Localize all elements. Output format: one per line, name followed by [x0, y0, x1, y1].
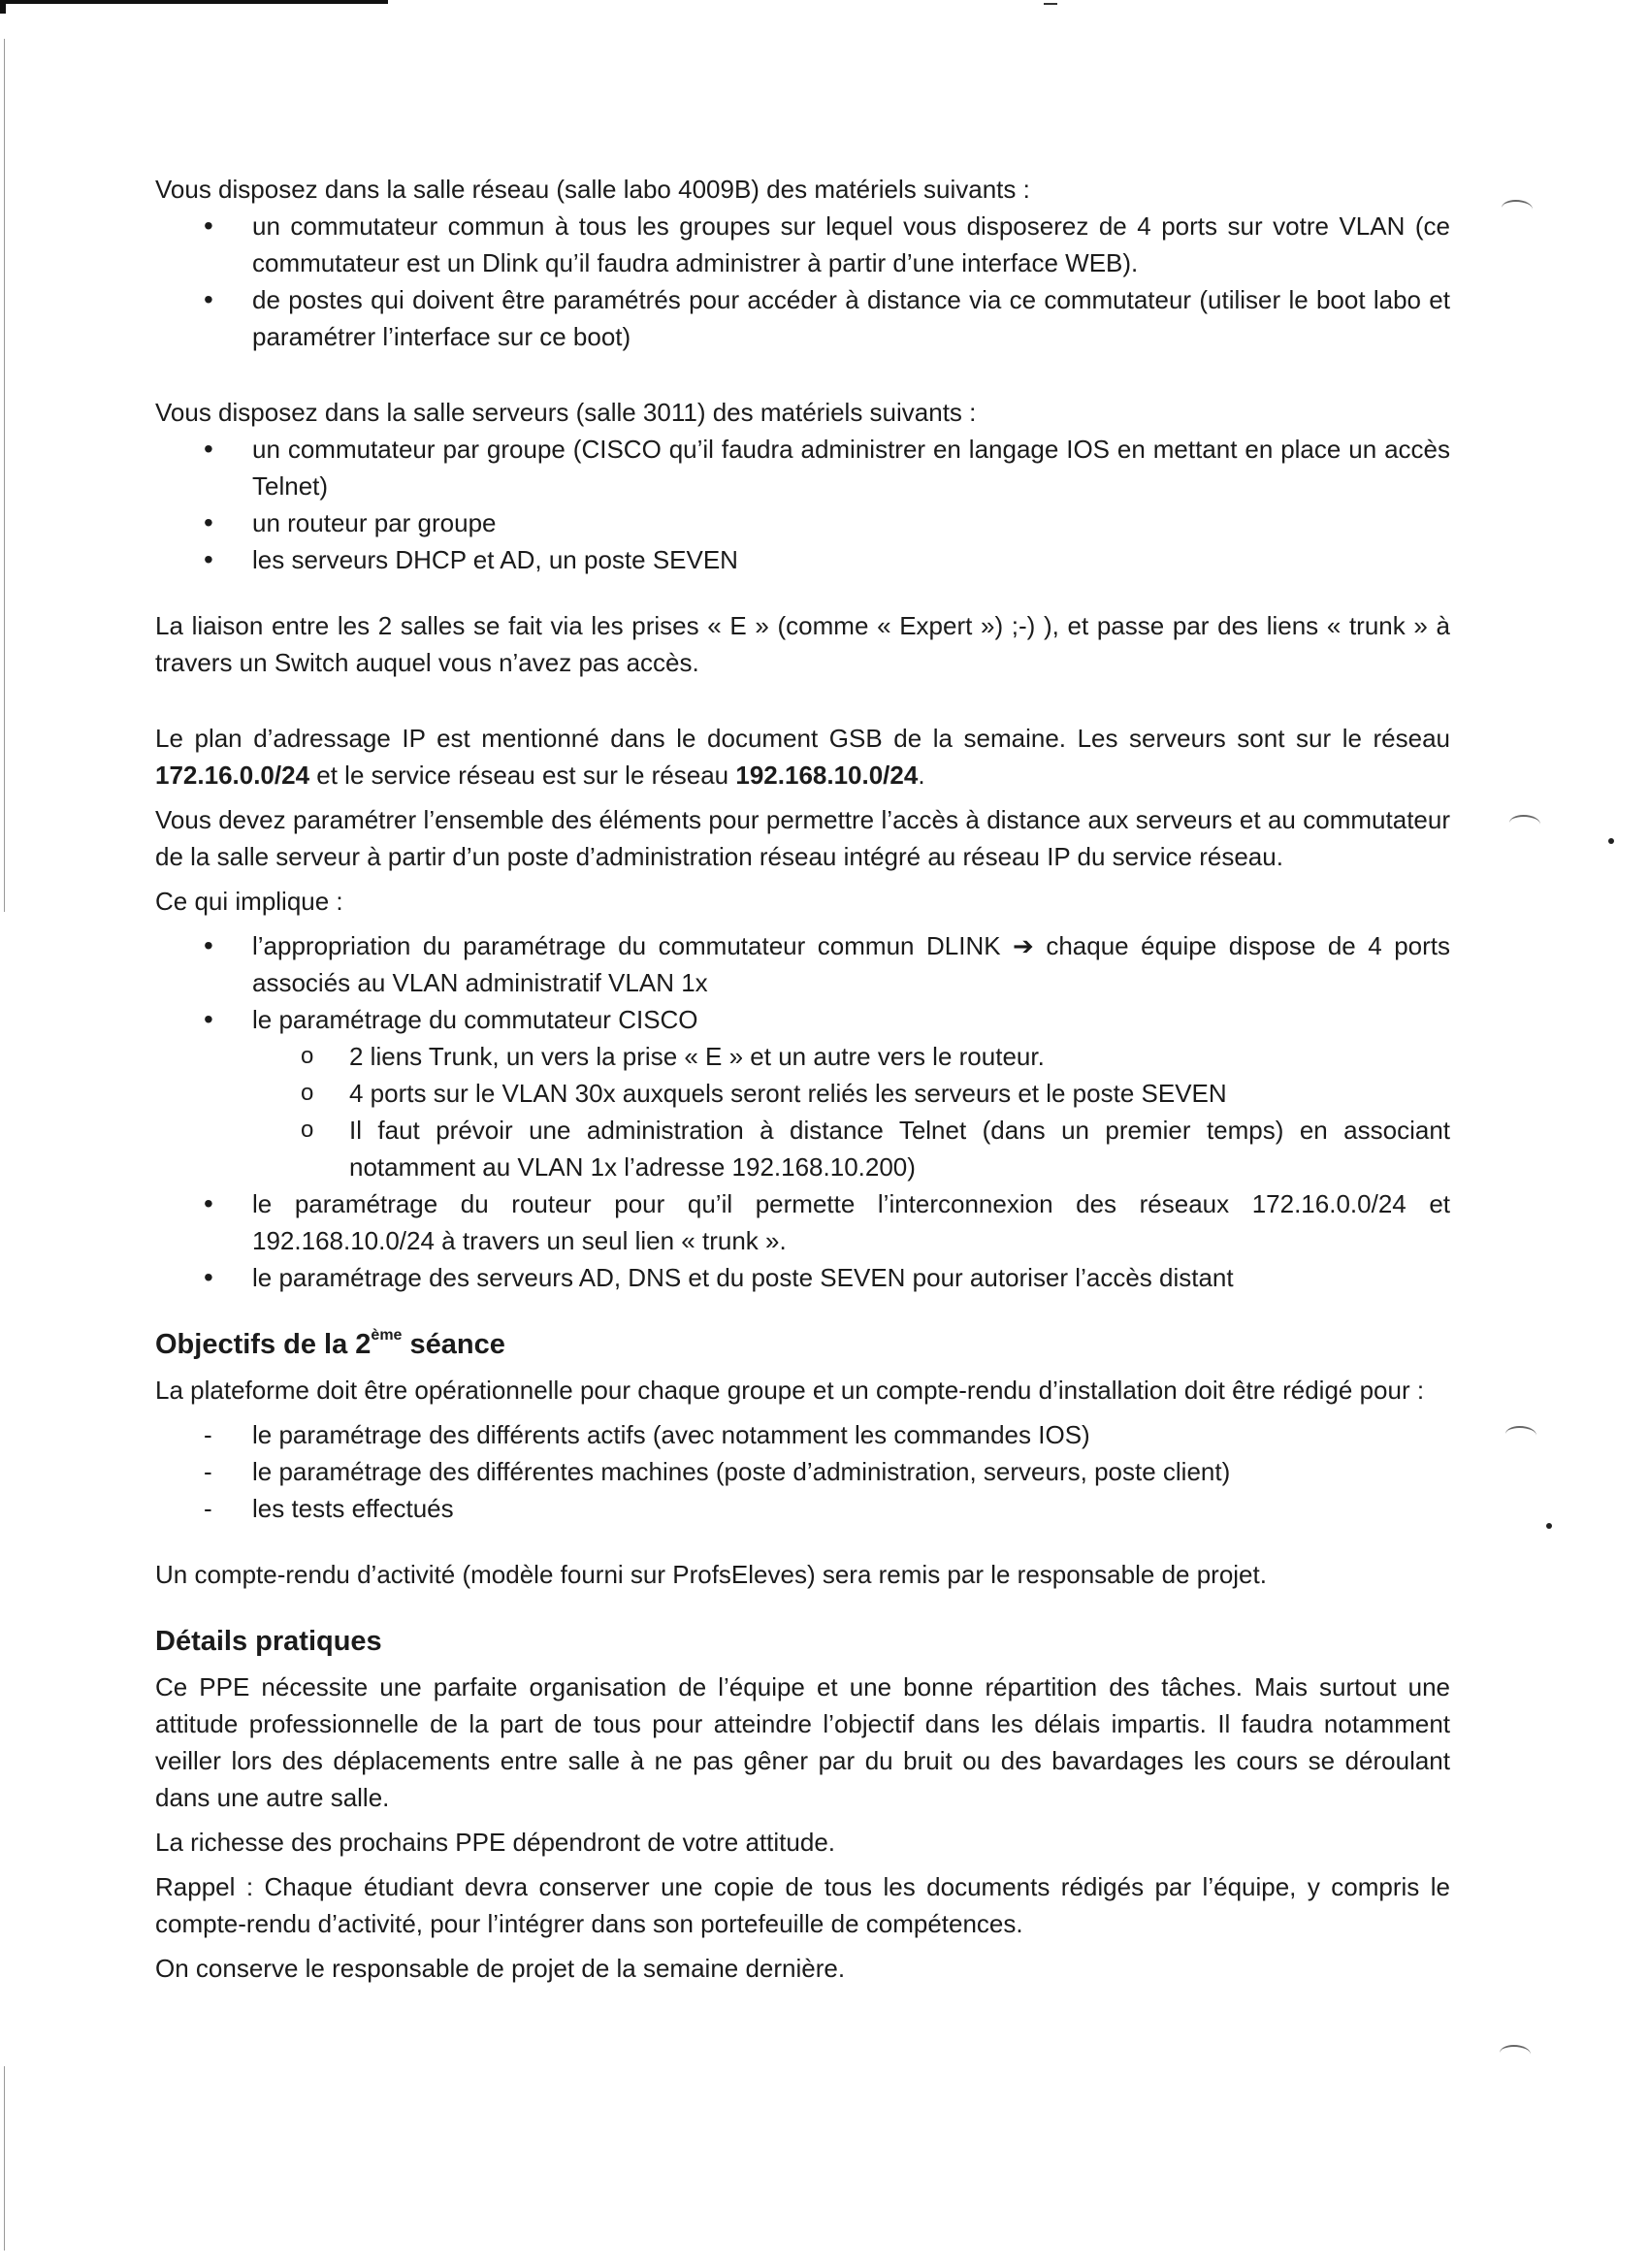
heading-text: Objectifs de la 2: [155, 1329, 372, 1360]
heading-superscript: ème: [371, 1327, 403, 1344]
section1-list: [155, 208, 1450, 355]
service-network: 192.168.10.0/24: [735, 761, 919, 790]
section1-intro: Vous disposez dans la salle réseau (salle labo 4009B) des matériels suivants :: [155, 175, 1030, 204]
details-paragraph: Ce PPE nécessite une parfaite organisation de l’équipe et une bonne répartition des tâches. Mais surtout une attitude professionnelle de la part de tous pour atteindre l’objectif dans les délais impartis. Il faudra notamment veiller lors des déplacements entre salle à ne pas gêner par du bruit ou des bavardages les cours se déroulant dans une autre salle.: [155, 1672, 1450, 1812]
implications-list: [155, 927, 1450, 1296]
margin-mark: [1509, 815, 1540, 832]
implique-label: Ce qui implique :: [155, 887, 343, 916]
scan-top-edge: [0, 0, 388, 4]
list-item: • de postes qui doivent être paramétrés pour accéder à distance via ce commutateur (utiliser le boot labo et paramétrer l’interface sur ce boot): [155, 281, 1450, 355]
objectifs-heading: [155, 1325, 1450, 1364]
sub-list-item: o 4 ports sur le VLAN 30x auxquels seront reliés les serveurs et le poste SEVEN: [155, 1075, 1450, 1112]
sub-list-item: o Il faut prévoir une administration à distance Telnet (dans un premier temps) en associant notamment au VLAN 1x l’adresse 192.168.10.200): [155, 1112, 1450, 1185]
section2-intro: Vous disposez dans la salle serveurs (salle 3011) des matériels suivants :: [155, 398, 977, 427]
list-item: - le paramétrage des différents actifs (avec notamment les commandes IOS): [155, 1416, 1450, 1453]
heading-text: séance: [402, 1329, 505, 1360]
margin-mark: [1500, 2045, 1531, 2062]
list-item: • un routeur par groupe: [155, 504, 1450, 541]
plan-text: .: [918, 761, 925, 790]
section2-list: [155, 431, 1450, 578]
list-item: - les tests effectués: [155, 1490, 1450, 1527]
plan-paragraph: [155, 720, 1450, 794]
objectifs-list: [155, 1416, 1450, 1527]
objectifs-intro: La plateforme doit être opérationnelle pour chaque groupe et un compte-rendu d’installation doit être rédigé pour :: [155, 1376, 1425, 1405]
document-body: [155, 171, 1450, 1987]
scan-left-edge: [4, 39, 5, 912]
cisco-sublist: [155, 1038, 1450, 1185]
list-item: • l’appropriation du paramétrage du commutateur commun DLINK ➔ chaque équipe dispose de 4 ports associés au VLAN administratif VLAN 1x: [155, 927, 1450, 1001]
compte-rendu-paragraph: Un compte-rendu d’activité (modèle fourni sur ProfsEleves) sera remis par le responsable de projet.: [155, 1560, 1267, 1589]
margin-mark: [1505, 1426, 1536, 1443]
list-item: • le paramétrage des serveurs AD, DNS et du poste SEVEN pour autoriser l’accès distant: [155, 1259, 1450, 1296]
list-item: • le paramétrage du routeur pour qu’il permette l’interconnexion des réseaux 172.16.0.0/24 et 192.168.10.0/24 à travers un seul lien « trunk ».: [155, 1185, 1450, 1259]
scan-left-edge-bottom: [4, 2066, 5, 2251]
details-paragraph: Rappel : Chaque étudiant devra conserver une copie de tous les documents rédigés par l’équipe, y compris le compte-rendu d’activité, pour l’intégrer dans son portefeuille de compétences.: [155, 1872, 1450, 1938]
list-item: • les serveurs DHCP et AD, un poste SEVEN: [155, 541, 1450, 578]
list-item-label: le paramétrage du commutateur CISCO: [252, 1005, 698, 1034]
sub-list-item: o 2 liens Trunk, un vers la prise « E » et un autre vers le routeur.: [155, 1038, 1450, 1075]
scan-speck: [1044, 3, 1057, 5]
details-paragraph: La richesse des prochains PPE dépendront de votre attitude.: [155, 1828, 835, 1857]
parametrer-paragraph: Vous devez paramétrer l’ensemble des éléments pour permettre l’accès à distance aux serveurs et au commutateur de la salle serveur à partir d’un poste d’administration réseau intégré au réseau IP du service réseau.: [155, 805, 1450, 871]
margin-mark: [1502, 200, 1533, 217]
margin-dot: [1546, 1523, 1552, 1529]
liaison-paragraph: La liaison entre les 2 salles se fait via les prises « E » (comme « Expert ») ;-) ), et passe par des liens « trunk » à travers un Switch auquel vous n’avez pas accès.: [155, 611, 1450, 677]
list-item: - le paramétrage des différentes machines (poste d’administration, serveurs, poste client): [155, 1453, 1450, 1490]
details-heading: Détails pratiques: [155, 1626, 382, 1657]
details-paragraph: On conserve le responsable de projet de la semaine dernière.: [155, 1954, 846, 1983]
server-network: 172.16.0.0/24: [155, 761, 310, 790]
plan-text: et le service réseau est sur le réseau: [309, 761, 736, 790]
list-item: [155, 1001, 1450, 1185]
list-item: • un commutateur commun à tous les groupes sur lequel vous disposerez de 4 ports sur votre VLAN (ce commutateur est un Dlink qu’il faudra administrer à partir d’une interface WEB).: [155, 208, 1450, 281]
list-item: • un commutateur par groupe (CISCO qu’il faudra administrer en langage IOS en mettant en place un accès Telnet): [155, 431, 1450, 504]
margin-dot: [1608, 838, 1614, 844]
plan-text: Le plan d’adressage IP est mentionné dans le document GSB de la semaine. Les serveurs sont sur le réseau: [155, 724, 1450, 753]
scan-corner-mark: [0, 0, 6, 14]
